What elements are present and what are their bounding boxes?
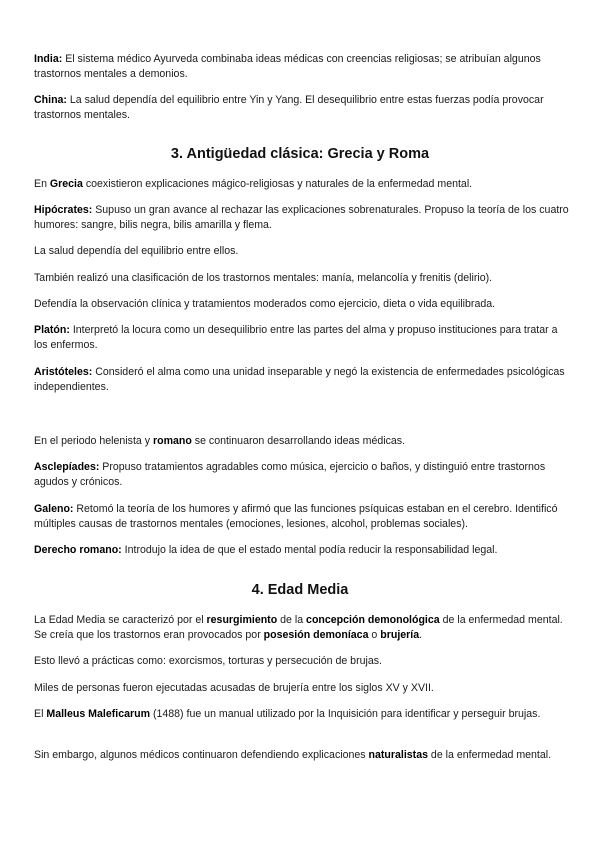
paragraph-india: India: El sistema médico Ayurveda combinaba ideas médicas con creencias religiosas; se atribuían algunos trastornos mentales a demonios. [34, 53, 541, 80]
paragraph-salud-equilibrio: La salud dependía del equilibrio entre ellos. [34, 245, 239, 257]
section-heading-edad-media: 4. Edad Media [251, 582, 349, 598]
paragraph-platon: Platón: Interpretó la locura como un desequilibrio entre las partes del alma y propuso instituciones para tratar a los enfermos. [34, 324, 558, 351]
paragraph-periodo-helenista: En el periodo helenista y romano se continuaron desarrollando ideas médicas. [34, 435, 406, 447]
paragraph-naturalistas: Sin embargo, algunos médicos continuaron defendiendo explicaciones naturalistas de la enfermedad mental. [34, 749, 552, 761]
paragraph-ejecuciones: Miles de personas fueron ejecutadas acusadas de brujería entre los siglos XV y XVII. [34, 682, 434, 694]
paragraph-galeno: Galeno: Retomó la teoría de los humores y afirmó que las funciones psíquicas estaban en el cerebro. Identificó múltiples causas de trastornos mentales (emociones, lesiones, alcohol, problemas sociales). [34, 503, 558, 530]
paragraph-aristoteles: Aristóteles: Consideró el alma como una unidad inseparable y negó la existencia de enfermedades psicológicas independientes. [34, 366, 565, 393]
paragraph-asclepiades: Asclepíades: Propuso tratamientos agradables como música, ejercicio o baños, y distinguió entre trastornos agudos y crónicos. [34, 461, 546, 488]
paragraph-china: China: La salud dependía del equilibrio entre Yin y Yang. El desequilibrio entre estas fuerzas podía provocar trastornos mentales. [34, 94, 544, 121]
paragraph-grecia: En Grecia coexistieron explicaciones mágico-religiosas y naturales de la enfermedad mental. [34, 178, 473, 190]
paragraph-observacion-clinica: Defendía la observación clínica y tratamientos moderados como ejercicio, dieta o vida equilibrada. [34, 298, 496, 310]
paragraph-derecho-romano: Derecho romano: Introdujo la idea de que el estado mental podía reducir la responsabilidad legal. [34, 544, 498, 556]
paragraph-edad-media-intro: La Edad Media se caracterizó por el resurgimiento de la concepción demonológica de la enfermedad mental. Se creía que los trastornos eran provocados por posesión demoníaca o brujería. [34, 614, 563, 641]
paragraph-clasificacion: También realizó una clasificación de los trastornos mentales: manía, melancolía y frenitis (delirio). [34, 272, 493, 284]
paragraph-hipocrates: Hipócrates: Supuso un gran avance al rechazar las explicaciones sobrenaturales. Propuso la teoría de los cuatro humores: sangre, bilis negra, bilis amarilla y flema. [34, 204, 569, 231]
section-heading-antiguedad: 3. Antigüedad clásica: Grecia y Roma [170, 146, 430, 162]
paragraph-malleus: El Malleus Maleficarum (1488) fue un manual utilizado por la Inquisición para identificar y perseguir brujas. [34, 708, 541, 720]
paragraph-practicas: Esto llevó a prácticas como: exorcismos, torturas y persecución de brujas. [34, 655, 382, 667]
